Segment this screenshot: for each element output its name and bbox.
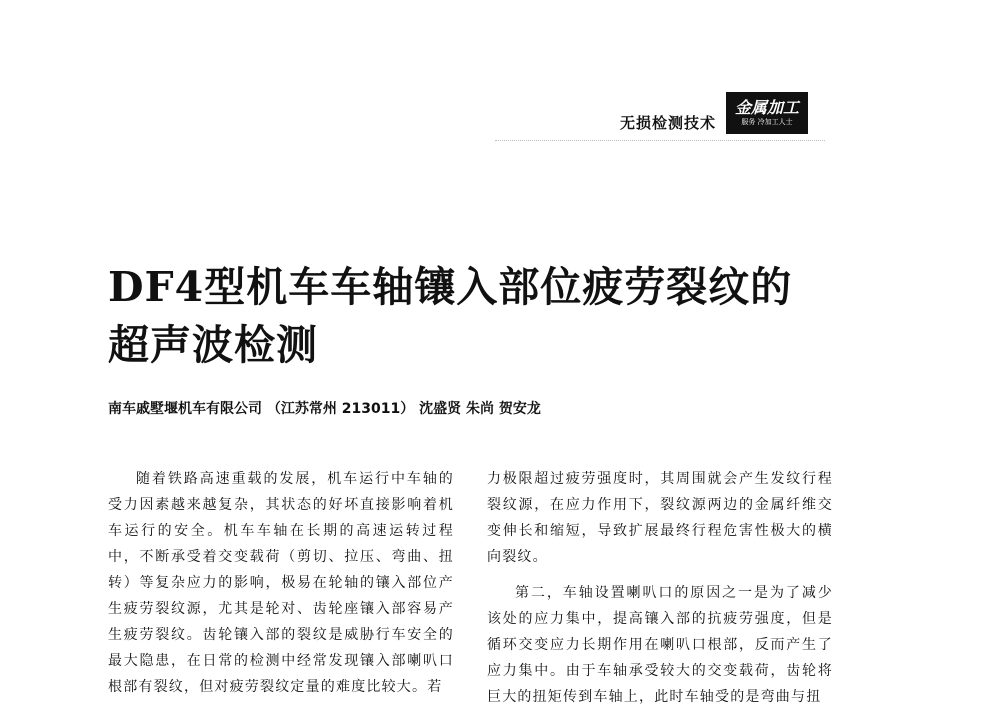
body-column-right — [487, 466, 833, 710]
article-title-line-2: 超声波检测 — [108, 321, 318, 369]
author-affiliation: 南车戚墅堰机车有限公司 （江苏常州 213011） 沈盛贤 朱尚 贺安龙 — [108, 401, 541, 417]
header-divider — [495, 140, 825, 141]
body-column-left — [108, 466, 454, 700]
journal-logo — [726, 92, 808, 134]
journal-logo-subtitle: 服务 冷加工人士 — [741, 118, 793, 126]
body-paragraph: 随着铁路高速重载的发展，机车运行中车轴的受力因素越来越复杂，其状态的好坏直接影响着机车运行的安全。机车车轴在长期的高速运转过程中，不断承受着交变载荷（剪切、拉压、弯曲、扭转）等复杂应力的影响，极易在轮轴的镶入部位产生疲劳裂纹源，尤其是轮对、齿轮座镶入部容易产生疲劳裂纹。齿轮镶入部的裂纹是威胁行车安全的最大隐患，在日常的检测中经常发现镶入部喇叭口根部有裂纹，但对疲劳裂纹定量的难度比较大。若 — [108, 471, 454, 695]
section-label: 无损检测技术 — [620, 113, 717, 132]
body-paragraph: 第二，车轴设置喇叭口的原因之一是为了减少该处的应力集中，提高镶入部的抗疲劳强度，但是循环交变应力长期作用在喇叭口根部，反而产生了应力集中。由于车轴承受较大的交变载荷，齿轮将巨大的扭矩传到车轴上，此时车轴受的是弯曲与扭 — [487, 585, 833, 705]
article-title-line-1: DF4型机车车轴镶入部位疲劳裂纹的 — [108, 263, 793, 311]
journal-logo-title: 金属加工 — [735, 98, 800, 117]
article-title — [108, 258, 848, 374]
running-header — [620, 92, 808, 134]
body-paragraph: 力极限超过疲劳强度时，其周围就会产生发纹行程裂纹源，在应力作用下，裂纹源两边的金属纤维交变伸长和缩短，导致扩展最终行程危害性极大的横向裂纹。 — [487, 471, 833, 565]
